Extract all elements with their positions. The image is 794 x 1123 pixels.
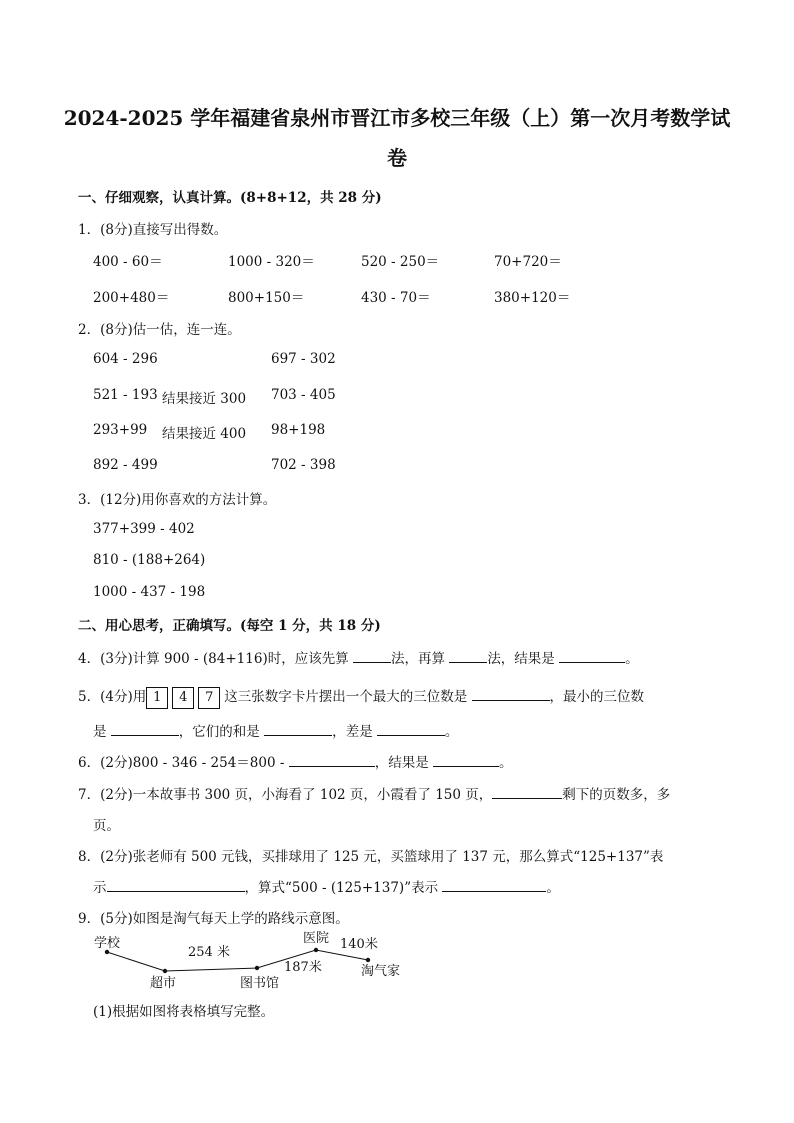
supermarket-point bbox=[163, 969, 167, 973]
q5-line-2 bbox=[93, 720, 458, 740]
place-home: 淘气家 bbox=[361, 964, 401, 979]
q6-text-b: ，结果是 bbox=[374, 755, 429, 771]
q6-text-a: 6．(2分)800 - 346 - 254＝800 - bbox=[78, 755, 285, 771]
route-diagram bbox=[0, 925, 794, 997]
q1-r1-c1: 400 - 60＝ bbox=[93, 254, 163, 270]
q4-text-c: 法，结果是 bbox=[487, 651, 555, 667]
page-title bbox=[60, 98, 734, 178]
q4-text-a: 4．(3分)计算 900 - (84+116)时，应该先算 bbox=[78, 651, 349, 667]
q4-blank-1[interactable] bbox=[353, 648, 391, 663]
section-2-heading: 二、用心思考，正确填写。(每空 1 分，共 18 分) bbox=[78, 618, 381, 634]
q5-text-b: 这三张数字卡片摆出一个最大的三位数是 bbox=[224, 689, 468, 705]
q5-text-c: ，最小的三位数 bbox=[549, 689, 645, 705]
route-line bbox=[107, 950, 368, 971]
q9-sub-1: (1)根据如图将表格填写完整。 bbox=[93, 1004, 275, 1020]
q5-text-e: ，它们的和是 bbox=[178, 724, 260, 740]
q6-blank-2[interactable] bbox=[433, 752, 499, 767]
q6-blank-1[interactable] bbox=[289, 752, 375, 767]
distance-187: 187米 bbox=[284, 960, 322, 975]
q8-line-1: 8．(2分)张老师有 500 元钱，买排球用了 125 元，买篮球用了 137 元，那么算式“125+137”表 bbox=[78, 849, 664, 865]
q1-r1-c2: 1000 - 320＝ bbox=[228, 254, 315, 270]
q5-text-a: 5．(4分)用 bbox=[78, 689, 147, 705]
q2-left-2: 521 - 193 bbox=[93, 387, 158, 403]
digit-card-7: 7 bbox=[198, 687, 220, 709]
q6 bbox=[78, 751, 513, 771]
q7-text-a: 7．(2分)一本故事书 300 页，小海看了 102 页，小霞看了 150 页， bbox=[78, 787, 493, 803]
distance-254: 254 米 bbox=[188, 945, 230, 960]
q1-r2-c4: 380+120＝ bbox=[494, 290, 571, 306]
q7-line-1 bbox=[78, 783, 670, 803]
place-supermarket: 超市 bbox=[150, 976, 177, 991]
q2-right-4: 702 - 398 bbox=[271, 457, 336, 473]
q2-middle-1: 结果接近 300 bbox=[162, 391, 247, 407]
q1-r1-c4: 70+720＝ bbox=[494, 254, 562, 270]
place-hospital: 医院 bbox=[303, 931, 330, 946]
q8-blank-2[interactable] bbox=[442, 877, 546, 892]
q3-item-2: 810 - (188+264) bbox=[93, 552, 206, 568]
q1-stem: 1．(8分)直接写出得数。 bbox=[78, 222, 228, 238]
q4-blank-3[interactable] bbox=[559, 648, 625, 663]
q1-r2-c1: 200+480＝ bbox=[93, 290, 170, 306]
q2-stem: 2．(8分)估一估，连一连。 bbox=[78, 322, 241, 338]
q2-left-4: 892 - 499 bbox=[93, 457, 158, 473]
q9-stem: 9．(5分)如图是淘气每天上学的路线示意图。 bbox=[78, 911, 349, 927]
section-1-heading: 一、仔细观察，认真计算。(8+8+12，共 28 分) bbox=[78, 190, 382, 206]
q5-blank-min[interactable] bbox=[111, 721, 179, 736]
q7-text-b: 剩下的页数多，多 bbox=[562, 787, 671, 803]
q3-stem: 3．(12分)用你喜欢的方法计算。 bbox=[78, 492, 277, 508]
distance-140: 140米 bbox=[340, 937, 378, 952]
q2-left-1: 604 - 296 bbox=[93, 351, 158, 367]
q5-text-d: 是 bbox=[93, 724, 107, 740]
q2-right-3: 98+198 bbox=[271, 422, 326, 438]
title-line-1: 2024-2025 学年福建省泉州市晋江市多校三年级（上）第一次月考数学试 bbox=[63, 106, 731, 130]
hospital-point bbox=[314, 948, 318, 952]
q3-item-3: 1000 - 437 - 198 bbox=[93, 584, 206, 600]
q1-r1-c3: 520 - 250＝ bbox=[361, 254, 440, 270]
q5-text-f: ，差是 bbox=[332, 724, 373, 740]
library-point bbox=[255, 966, 259, 970]
q8-line-2 bbox=[93, 876, 560, 896]
q4-text-b: 法，再算 bbox=[391, 651, 446, 667]
place-school: 学校 bbox=[94, 936, 121, 951]
q2-right-2: 703 - 405 bbox=[271, 387, 336, 403]
q2-left-3: 293+99 bbox=[93, 422, 148, 438]
q5-text-g: 。 bbox=[444, 724, 459, 740]
digit-card-1: 1 bbox=[146, 687, 168, 709]
q8-text-c: ，算式“500 - (125+137)”表示 bbox=[244, 880, 439, 896]
q4-blank-2[interactable] bbox=[449, 648, 487, 663]
q2-middle-2: 结果接近 400 bbox=[162, 426, 247, 442]
q7-blank-1[interactable] bbox=[492, 784, 562, 799]
q6-text-c: 。 bbox=[499, 755, 513, 771]
q8-blank-1[interactable] bbox=[107, 877, 245, 892]
q3-item-1: 377+399 - 402 bbox=[93, 521, 195, 537]
q5-line-1 bbox=[78, 685, 644, 709]
q8-text-b: 示 bbox=[93, 880, 107, 896]
q8-text-d: 。 bbox=[546, 880, 560, 896]
q1-r2-c2: 800+150＝ bbox=[228, 290, 305, 306]
q5-blank-diff[interactable] bbox=[377, 721, 445, 736]
place-library: 图书馆 bbox=[240, 976, 280, 991]
q4-text-d: 。 bbox=[625, 651, 639, 667]
q2-right-1: 697 - 302 bbox=[271, 351, 336, 367]
home-point bbox=[366, 958, 370, 962]
q1-r2-c3: 430 - 70＝ bbox=[361, 290, 431, 306]
digit-card-4: 4 bbox=[172, 687, 194, 709]
title-line-2: 卷 bbox=[387, 146, 407, 170]
q7-line-2: 页。 bbox=[93, 818, 120, 834]
q4 bbox=[78, 647, 639, 667]
q5-blank-sum[interactable] bbox=[264, 721, 332, 736]
q5-blank-max[interactable] bbox=[472, 686, 550, 701]
